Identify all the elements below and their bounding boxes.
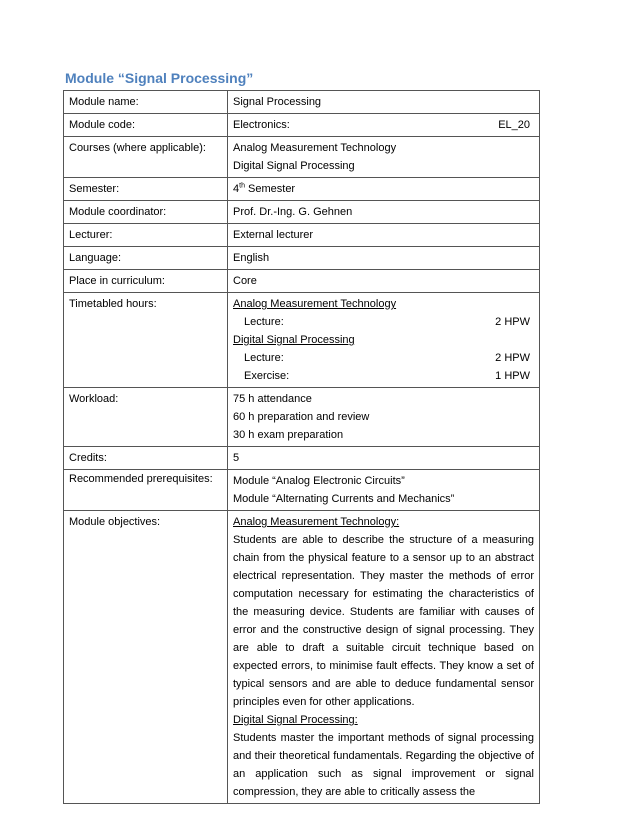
semester-suffix: th (239, 182, 245, 190)
hours-value: 2 HPW (495, 352, 530, 364)
row-value (228, 137, 540, 178)
row-value (228, 470, 540, 511)
table-row (64, 224, 540, 247)
table-row (64, 470, 540, 511)
row-label: Language: (64, 247, 228, 270)
course-heading: Digital Signal Processing (233, 334, 355, 346)
row-label: Module name: (64, 91, 228, 114)
table-row (64, 293, 540, 388)
row-label: Workload: (64, 388, 228, 447)
row-label: Courses (where applicable): (64, 137, 228, 178)
semester-number: 4 (233, 183, 240, 195)
row-label: Place in curriculum: (64, 270, 228, 293)
hours-type: Lecture: (244, 352, 284, 364)
table-row (64, 270, 540, 293)
row-label: Module objectives: (64, 511, 228, 804)
row-value (228, 178, 540, 201)
table-row (64, 178, 540, 201)
table-row (64, 447, 540, 470)
table-row (64, 91, 540, 114)
objective-heading: Analog Measurement Technology: (233, 516, 400, 528)
row-label: Credits: (64, 447, 228, 470)
row-label: Module code: (64, 114, 228, 137)
row-value: Prof. Dr.-Ing. G. Gehnen (228, 201, 540, 224)
module-table (63, 90, 540, 804)
row-value (228, 511, 540, 804)
objective-text: Students are able to describe the structure of a measuring chain from the physical feature to a sensor up to an abstract electrical representation. They master the methods of error computation necessary for estimating the characteristics of the measuring device. Students are familiar with causes of error and the constructive design of signal processing. They are able to draft a suitable circuit technique based on expected errors, to minimise fault effects. They know a set of typical sensors and are able to deduce fundamental sensor principles even for other applications. (233, 534, 534, 708)
row-value (228, 293, 540, 388)
objective-text: Students master the important methods of signal processing and their theoretical fundamentals. Regarding the objective of an application such as signal improvement or signal compression, they are able to critically assess the (233, 732, 534, 798)
hours-line (233, 313, 534, 331)
hours-value: 1 HPW (495, 370, 530, 382)
hours-value: 2 HPW (495, 316, 530, 328)
row-value: 5 (228, 447, 540, 470)
objective-heading: Digital Signal Processing: (233, 714, 358, 726)
prerequisite-item: Module “Analog Electronic Circuits” (233, 475, 405, 487)
course-item: Analog Measurement Technology (233, 142, 397, 154)
module-code: EL_20 (498, 119, 530, 131)
row-label: Semester: (64, 178, 228, 201)
course-heading: Analog Measurement Technology (233, 298, 397, 310)
row-value: External lecturer (228, 224, 540, 247)
row-label: Timetabled hours: (64, 293, 228, 388)
prerequisite-item: Module “Alternating Currents and Mechanics” (233, 493, 455, 505)
hours-type: Exercise: (244, 370, 290, 382)
hours-line (233, 367, 534, 385)
table-row (64, 137, 540, 178)
table-row (64, 114, 540, 137)
row-value: English (228, 247, 540, 270)
hours-line (233, 349, 534, 367)
workload-item: 75 h attendance (233, 393, 312, 405)
row-value: Signal Processing (228, 91, 540, 114)
semester-text: Semester (244, 183, 296, 195)
module-code-area: Electronics: (233, 119, 290, 131)
row-value: Core (228, 270, 540, 293)
table-row (64, 388, 540, 447)
table-row (64, 511, 540, 804)
row-value (228, 114, 540, 137)
row-value (228, 388, 540, 447)
course-item: Digital Signal Processing (233, 160, 355, 172)
hours-type: Lecture: (244, 316, 284, 328)
row-label: Recommended prerequisites: (64, 470, 228, 511)
table-row (64, 201, 540, 224)
workload-item: 30 h exam preparation (233, 429, 344, 441)
row-label: Module coordinator: (64, 201, 228, 224)
row-label: Lecturer: (64, 224, 228, 247)
table-row (64, 247, 540, 270)
workload-item: 60 h preparation and review (233, 411, 370, 423)
page-title: Module “Signal Processing” (65, 70, 254, 86)
